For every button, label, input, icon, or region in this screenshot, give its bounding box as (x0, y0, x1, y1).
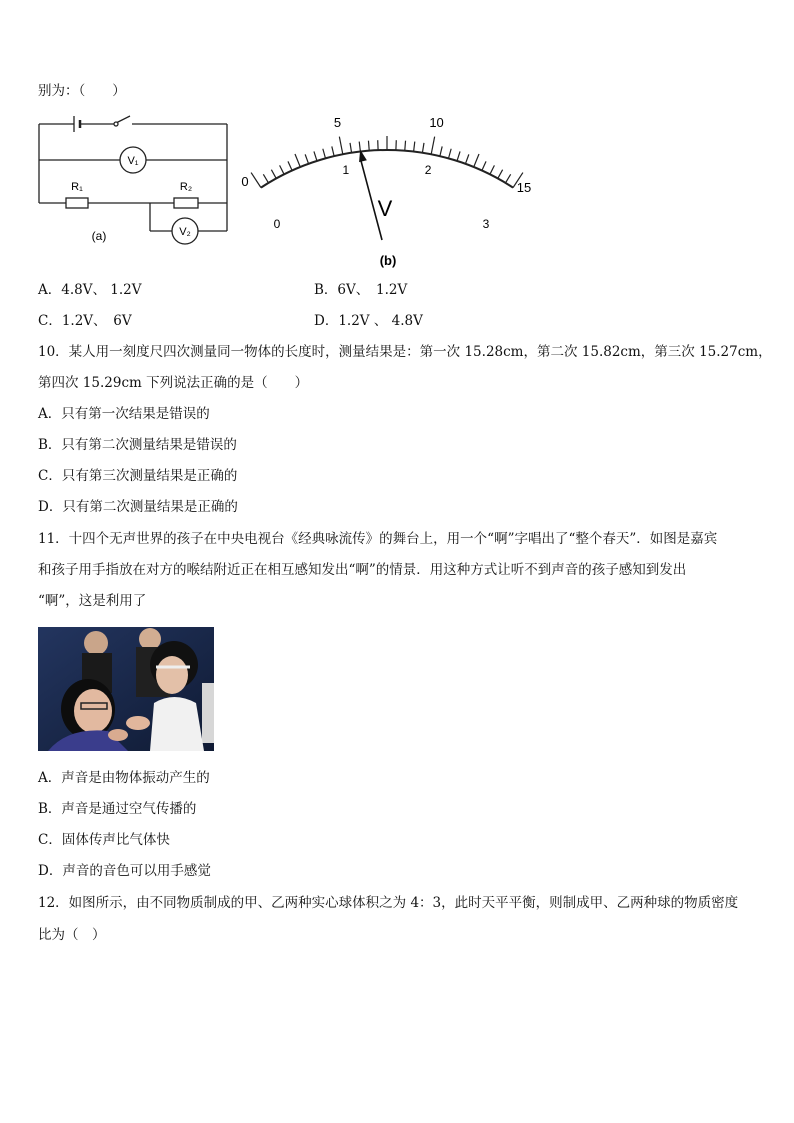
q11-stage-photo (38, 627, 214, 751)
dial-tick (482, 161, 486, 170)
figure-a-caption: (a) (91, 229, 107, 243)
dial-tick (431, 137, 434, 155)
q12-stem-line-1: 12．如图所示，由不同物质制成的甲、乙两种实心球体积之为 4：3，此时天平平衡，则制成甲、乙两种球的物质密度 (38, 895, 739, 911)
q10-option-b[interactable]: B．只有第二次测量结果是错误的 (38, 437, 237, 453)
q11-option-d[interactable]: D．声音的音色可以用手感觉 (38, 863, 211, 879)
q11-option-b[interactable]: B．声音是通过空气传播的 (38, 801, 197, 817)
dial-tick (474, 154, 479, 167)
q9-option-c[interactable]: C．1.2V、 6V (38, 313, 132, 329)
dial-tick (422, 143, 424, 153)
q12-stem-line-2: 比为（ ） (38, 927, 106, 943)
dial-scale-arc (261, 150, 513, 188)
dial-tick (350, 143, 352, 153)
upper-scale-5: 5 (333, 114, 342, 130)
dial-tick (263, 174, 268, 183)
upper-scale-0: 0 (241, 174, 249, 189)
q11-stem-line-2: 和孩子用手指放在对方的喉结附近正在相互感知发出“啊”的情景．用这种方式让听不到声音的孩子感知到发出 (38, 562, 687, 578)
dial-tick (314, 151, 317, 161)
upper-scale-10: 10 (429, 114, 444, 130)
dial-tick (280, 165, 284, 174)
q10-option-d[interactable]: D．只有第二次测量结果是正确的 (38, 499, 238, 515)
resistor-r1 (66, 198, 88, 208)
q11-stem-line-1: 11．十四个无声世界的孩子在中央电视台《经典咏流传》的舞台上，用一个“啊”字唱出了“整个春天”．如图是嘉宾 (38, 531, 718, 547)
dial-tick (490, 165, 494, 174)
dial-tick (271, 170, 276, 179)
q11-option-a[interactable]: A．声音是由物体振动产生的 (38, 770, 210, 786)
q11-stem-line-3: “啊”，这是利用了 (38, 593, 147, 609)
voltmeter-dial-b (232, 110, 542, 272)
lower-scale-1: 1 (342, 162, 350, 177)
q11-option-c[interactable]: C．固体传声比气体快 (38, 832, 170, 848)
dial-unit-symbol: V (377, 196, 393, 221)
dial-tick (339, 137, 342, 155)
dial-tick (448, 149, 451, 159)
dial-tick (323, 149, 326, 159)
lower-scale-3: 3 (482, 217, 490, 231)
dial-tick (498, 170, 503, 179)
dial-tick (251, 173, 261, 188)
r1-label: R₁ (71, 181, 83, 193)
lower-scale-2: 2 (424, 162, 432, 177)
upper-scale-15: 15 (516, 180, 532, 195)
dial-tick (295, 154, 300, 167)
q10-option-a[interactable]: A．只有第一次结果是错误的 (38, 406, 210, 422)
q10-stem-line-2: 第四次 15.29cm 下列说法正确的是（ ） (38, 375, 309, 391)
q9-option-a[interactable]: A．4.8V、 1.2V (38, 282, 142, 298)
circuit-diagram-a (36, 112, 236, 247)
dial-tick (405, 141, 406, 151)
dial-tick (465, 154, 468, 163)
dial-tick (440, 146, 442, 156)
dial-tick (414, 142, 415, 152)
q9-stem-tail: 别为：（ ） (38, 83, 126, 99)
q9-option-d[interactable]: D．1.2V 、 4.8V (314, 313, 423, 329)
resistor-r2 (174, 198, 198, 208)
switch-pivot (114, 122, 118, 126)
v1-label: V₁ (127, 155, 139, 167)
figure-b-caption: (b) (379, 253, 397, 268)
q9-option-b[interactable]: B．6V、 1.2V (314, 282, 408, 298)
dial-tick (457, 151, 460, 161)
lower-scale-0: 0 (273, 217, 281, 231)
dial-tick (288, 161, 292, 170)
dial-tick (332, 146, 334, 156)
q10-stem-line-1: 10．某人用一刻度尺四次测量同一物体的长度时，测量结果是：第一次 15.28cm，第二次 15.82cm，第三次 15.27cm， (38, 344, 772, 360)
dial-tick (305, 154, 308, 163)
v2-label: V₂ (179, 226, 191, 238)
dial-tick (368, 141, 369, 151)
dial-tick (506, 174, 511, 183)
q10-option-c[interactable]: C．只有第三次测量结果是正确的 (38, 468, 238, 484)
r2-label: R₂ (179, 181, 193, 193)
